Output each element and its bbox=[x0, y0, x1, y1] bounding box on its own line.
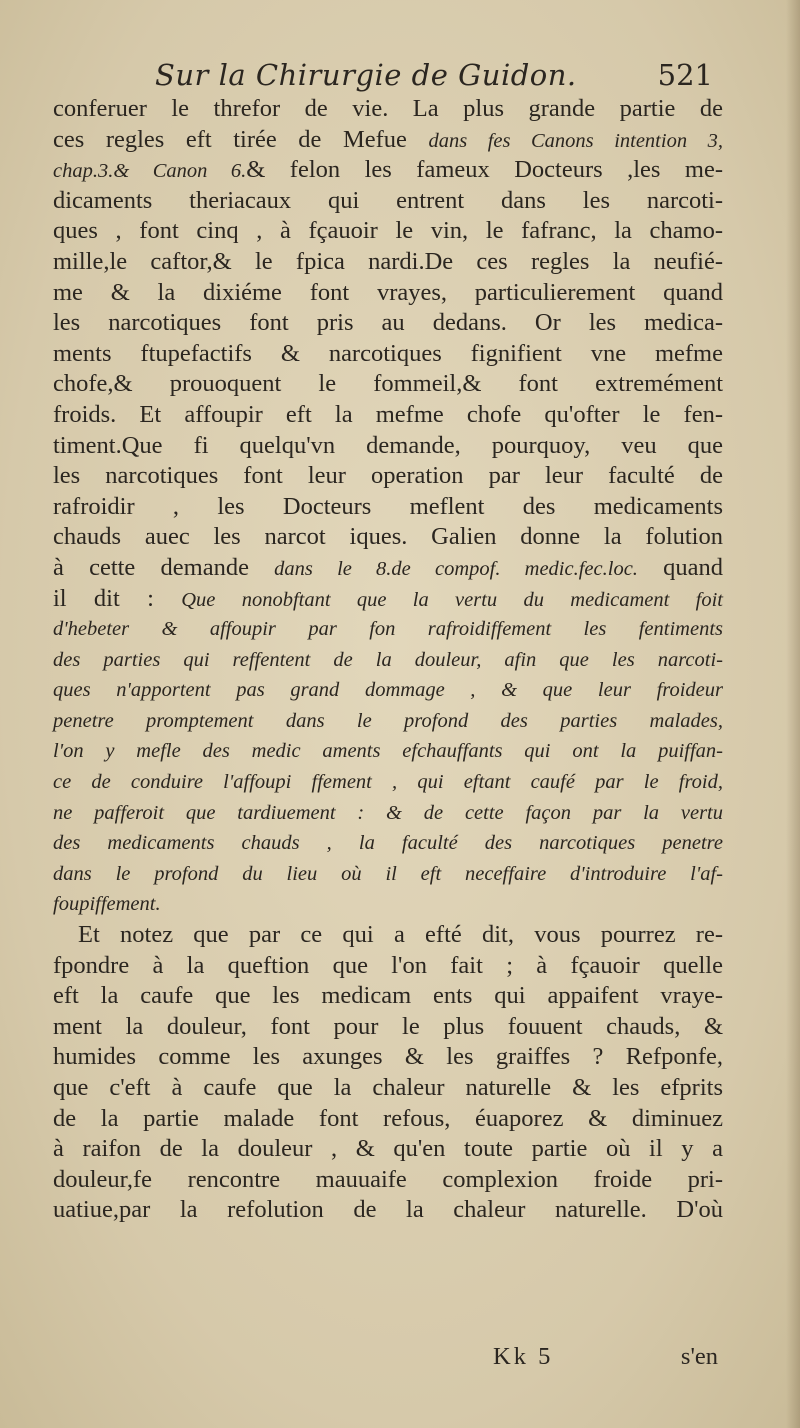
quote-line: d'hebeter & affoupir par fon rafroidiffement les fentiments bbox=[53, 618, 723, 641]
running-head: Sur la Chirurgie de Guidon. bbox=[155, 58, 577, 92]
text-line: me & la dixiéme font vrayes, particulierement quand bbox=[53, 278, 723, 306]
quote-line: foupiffement. bbox=[53, 893, 161, 916]
page-number: 521 bbox=[657, 58, 713, 92]
text-line: douleur,fe rencontre mauuaife complexion froide pri- bbox=[53, 1165, 723, 1193]
text-line: les narcotiques font leur operation par leur faculté de bbox=[53, 462, 723, 490]
page-header bbox=[55, 58, 725, 98]
signature-mark: Kk 5 bbox=[493, 1343, 554, 1370]
text-line: Et notez que par ce qui a efté dit, vous pourrez re- bbox=[78, 921, 723, 949]
quote-line: l'on y mefle des medic aments efchauffants qui ont la puiffan- bbox=[53, 740, 723, 763]
quote-line: ques n'apportent pas grand dommage , & que leur froideur bbox=[53, 679, 723, 702]
text-line: ques , font cinq , à fçauoir le vin, le fafranc, la chamo- bbox=[53, 217, 723, 245]
text-line: ments ftupefactifs & narcotiques fignifient vne mefme bbox=[53, 339, 723, 367]
page-edge-shadow bbox=[786, 0, 800, 1428]
text-line: de la partie malade font refous, éuaporez & diminuez bbox=[53, 1104, 723, 1132]
text-line: rafroidir , les Docteurs meflent des medicaments bbox=[53, 492, 723, 520]
quote-line: des parties qui reffentent de la douleur, afin que les narcoti- bbox=[53, 648, 723, 671]
body-text bbox=[53, 94, 723, 1226]
quote-line: penetre promptement dans le profond des parties malades, bbox=[53, 709, 723, 732]
text-line: chauds auec les narcot iques. Galien donne la folution bbox=[53, 523, 723, 551]
text-line: chap.3.& Canon 6.& felon les fameux Docteurs ,les me- bbox=[53, 156, 724, 184]
text-line: froids. Et affoupir eft la mefme chofe qu'ofter le fen- bbox=[53, 400, 723, 428]
quote-line: des medicaments chauds , la faculté des narcotiques penetre bbox=[53, 832, 723, 855]
quote-line: ce de conduire l'affoupi ffement , qui eftant caufé par le froid, bbox=[53, 771, 723, 794]
text-line: uatiue,par la refolution de la chaleur naturelle. D'où bbox=[53, 1196, 723, 1224]
text-line: il dit : Que nonobftant que la vertu du medicament foit bbox=[53, 584, 723, 612]
text-line: conferuer le threfor de vie. La plus grande partie de bbox=[53, 95, 723, 122]
text-line: à raifon de la douleur , & qu'en toute partie où il y a bbox=[53, 1135, 723, 1163]
catchword: s'en bbox=[680, 1343, 718, 1370]
text-line: ment la douleur, font pour le plus fouuent chauds, & bbox=[53, 1012, 723, 1040]
text-line: humides comme les axunges & les graiffes ? Refponfe, bbox=[53, 1043, 723, 1071]
catchline bbox=[53, 1343, 718, 1375]
text-line: que c'eft à caufe que la chaleur naturelle & les efprits bbox=[53, 1074, 723, 1101]
text-line: ces regles eft tirée de Mefue dans fes Canons intention 3, bbox=[53, 125, 723, 153]
quote-line: dans le profond du lieu où il eft neceffaire d'introduire l'af- bbox=[53, 862, 723, 885]
text-line: fpondre à la queftion que l'on fait ; à fçauoir quelle bbox=[53, 951, 723, 979]
text-line: timent.Que fi quelqu'vn demande, pourquoy, veu que bbox=[53, 431, 723, 459]
text-line: chofe,& prouoquent le fommeil,& font extremément bbox=[53, 370, 723, 398]
text-line: dicaments theriacaux qui entrent dans les narcoti- bbox=[53, 186, 723, 214]
text-line: mille,le caftor,& le fpica nardi.De ces regles la neufié- bbox=[53, 247, 723, 275]
quote-line: ne pafferoit que tardiuement : & de cette façon par la vertu bbox=[53, 801, 723, 824]
text-line: les narcotiques font pris au dedans. Or les medica- bbox=[53, 309, 723, 337]
text-line: eft la caufe que les medicam ents qui appaifent vraye- bbox=[53, 982, 723, 1010]
text-line: à cette demande dans le 8.de compof. medic.fec.loc. quand bbox=[53, 553, 723, 581]
